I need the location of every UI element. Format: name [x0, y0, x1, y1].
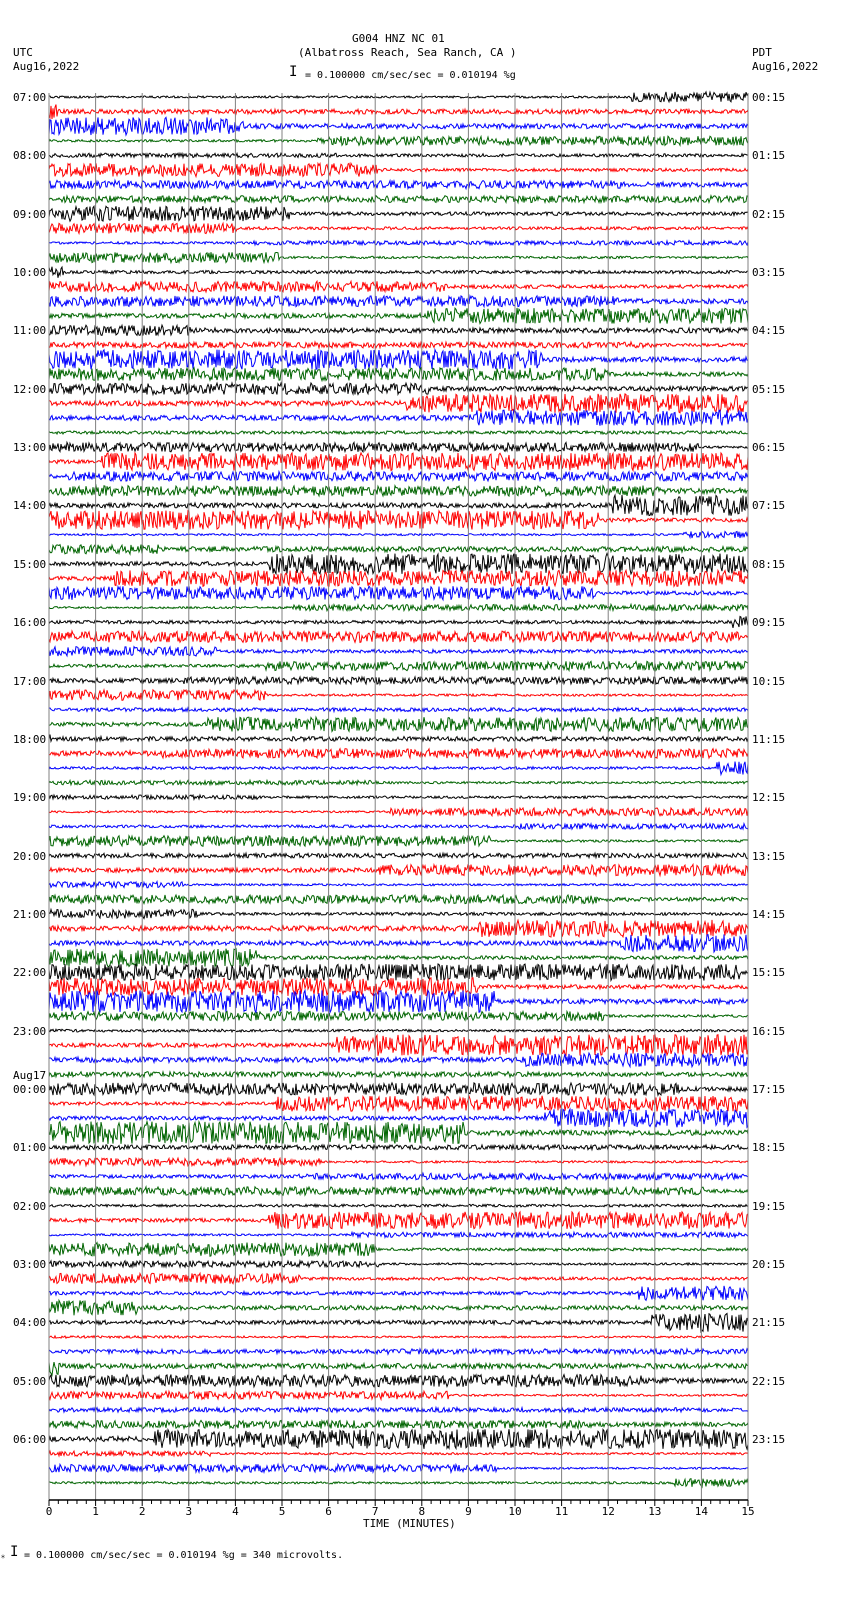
x-tick-label: 12 — [601, 1505, 615, 1518]
x-tick-label: 8 — [418, 1505, 426, 1518]
left-time-label: 11:00 — [13, 324, 47, 338]
seismic-trace — [49, 410, 748, 426]
seismic-trace — [49, 1011, 748, 1020]
right-time-label: 08:15 — [752, 557, 786, 571]
seismic-trace — [49, 586, 748, 600]
seismic-trace — [49, 949, 748, 967]
seismic-trace — [49, 531, 748, 538]
seismic-trace — [49, 708, 748, 712]
seismic-trace — [49, 735, 748, 742]
seismic-trace — [49, 1479, 748, 1487]
seismic-trace — [49, 511, 748, 530]
seismic-trace — [49, 895, 748, 904]
seismic-trace — [49, 661, 748, 670]
seismic-trace — [49, 241, 748, 245]
seismic-trace — [49, 342, 748, 348]
seismic-trace — [49, 1035, 748, 1056]
seismic-trace — [49, 252, 748, 263]
seismic-trace — [49, 1096, 748, 1112]
seismic-trace — [49, 431, 748, 434]
seismic-trace — [49, 1286, 748, 1301]
seismic-trace — [49, 163, 748, 176]
seismic-trace — [49, 1336, 748, 1339]
right-time-label: 20:15 — [752, 1258, 786, 1271]
left-time-label: 04:00 — [13, 1316, 47, 1330]
left-time-label: 07:00 — [13, 91, 47, 104]
seismic-trace — [49, 136, 748, 145]
seismic-trace — [49, 1072, 748, 1077]
right-time-label: 00:15 — [752, 91, 786, 104]
seismic-trace — [49, 92, 748, 102]
seismic-trace — [49, 368, 748, 381]
scale-bar-icon: I — [289, 64, 298, 80]
seismic-trace — [49, 1083, 748, 1095]
seismic-trace — [49, 180, 748, 188]
seismic-trace — [49, 472, 748, 481]
right-time-label: 15:15 — [752, 966, 786, 980]
seismic-trace — [49, 920, 748, 937]
x-axis-label: TIME (MINUTES) — [363, 1517, 456, 1530]
seismic-trace — [49, 267, 748, 278]
footer-scale-icon: I — [10, 1544, 19, 1560]
seismic-trace — [49, 545, 748, 554]
right-time-label: 12:15 — [752, 791, 786, 805]
seismic-trace — [49, 865, 748, 876]
seismic-trace — [49, 325, 748, 336]
seismic-trace — [49, 1109, 748, 1127]
seismic-trace — [49, 909, 748, 918]
left-time-label: 15:00 — [13, 557, 47, 571]
right-time-label: 01:15 — [752, 149, 786, 163]
left-time-label: 22:00 — [13, 966, 47, 980]
right-time-label: 21:15 — [752, 1316, 786, 1330]
left-date: Aug16,2022 — [13, 60, 80, 73]
left-timezone: UTC — [13, 46, 33, 59]
seismic-trace — [49, 350, 748, 370]
seismic-trace — [49, 934, 748, 952]
left-time-label: 13:00 — [13, 441, 47, 455]
seismic-trace — [49, 1349, 748, 1354]
seismic-trace — [49, 1158, 748, 1166]
seismic-trace — [49, 1122, 748, 1144]
left-time-label: 10:00 — [13, 266, 47, 280]
footer-scale-text: = 0.100000 cm/sec/sec = 0.010194 %g = 340 microvolts. — [24, 1550, 344, 1561]
x-tick-label: 0 — [45, 1505, 53, 1518]
right-time-label: 04:15 — [752, 324, 786, 338]
seismic-trace — [49, 1362, 748, 1375]
right-time-label: 17:15 — [752, 1082, 786, 1096]
x-tick-label: 1 — [92, 1505, 99, 1518]
seismic-trace — [49, 308, 748, 324]
right-time-label: 05:15 — [752, 382, 786, 396]
x-tick-label: 5 — [278, 1505, 286, 1518]
seismic-trace — [49, 1173, 748, 1180]
left-time-label: 05:00 — [13, 1374, 47, 1388]
x-tick-label: 3 — [185, 1505, 193, 1518]
seismic-trace — [49, 1420, 748, 1428]
date-change-label: Aug17 — [13, 1068, 47, 1082]
right-time-label: 19:15 — [752, 1199, 786, 1213]
seismic-trace — [49, 570, 748, 586]
x-tick-label: 2 — [138, 1505, 146, 1518]
seismic-trace — [49, 1145, 748, 1150]
seismic-trace — [49, 616, 748, 628]
seismic-trace — [49, 647, 748, 657]
seismic-trace — [49, 394, 748, 413]
left-time-label: 20:00 — [13, 849, 47, 863]
seismic-trace — [49, 554, 748, 575]
seismic-trace — [49, 990, 748, 1012]
footer-marker-icon: ⁎ — [1, 1551, 5, 1560]
seismic-trace — [49, 749, 748, 758]
seismic-trace — [49, 690, 748, 700]
seismic-trace — [49, 1187, 748, 1195]
right-date: Aug16,2022 — [752, 60, 819, 73]
x-tick-label: 15 — [741, 1505, 755, 1518]
seismic-trace — [49, 604, 748, 610]
seismic-trace — [49, 1451, 748, 1456]
left-time-label: 02:00 — [13, 1199, 47, 1213]
seismic-trace — [49, 105, 748, 119]
right-time-label: 02:15 — [752, 207, 786, 221]
seismic-trace — [49, 153, 748, 157]
scale-text: = 0.100000 cm/sec/sec = 0.010194 %g — [305, 70, 516, 81]
seismic-trace — [49, 795, 748, 799]
right-time-label: 13:15 — [752, 849, 786, 863]
left-time-label: 12:00 — [13, 382, 47, 396]
seismic-trace — [49, 978, 748, 996]
right-time-label: 22:15 — [752, 1374, 786, 1388]
seismic-trace — [49, 383, 748, 395]
seismic-trace — [49, 1232, 748, 1237]
right-time-label: 14:15 — [752, 907, 786, 921]
right-timezone: PDT — [752, 46, 772, 59]
seismic-trace — [49, 223, 748, 234]
seismic-trace — [49, 631, 748, 642]
seismic-trace — [49, 780, 748, 784]
seismic-trace — [49, 1429, 748, 1449]
left-time-label: 03:00 — [13, 1258, 47, 1271]
seismic-trace — [49, 677, 748, 684]
right-time-label: 09:15 — [752, 616, 786, 630]
x-tick-label: 11 — [555, 1505, 569, 1518]
left-time-label: 08:00 — [13, 149, 47, 163]
seismic-trace — [49, 1273, 748, 1284]
left-time-label: 00:00 — [13, 1082, 47, 1096]
right-time-label: 16:15 — [752, 1024, 786, 1038]
left-time-label: 17:00 — [13, 674, 47, 688]
left-time-label: 01:00 — [13, 1141, 47, 1155]
seismic-trace — [49, 486, 748, 497]
right-time-label: 03:15 — [752, 266, 786, 280]
x-tick-label: 9 — [465, 1505, 472, 1518]
left-time-label: 16:00 — [13, 616, 47, 630]
seismic-trace — [49, 1243, 748, 1257]
seismic-trace — [49, 442, 748, 451]
seismic-trace — [49, 882, 748, 888]
seismic-trace — [49, 1391, 748, 1399]
seismic-trace — [49, 495, 748, 516]
seismic-trace — [49, 717, 748, 731]
seismic-trace — [49, 117, 748, 135]
left-time-label: 06:00 — [13, 1433, 47, 1447]
left-time-label: 09:00 — [13, 207, 47, 221]
right-time-label: 07:15 — [752, 499, 786, 513]
x-tick-label: 14 — [694, 1505, 709, 1518]
left-time-label: 14:00 — [13, 499, 47, 513]
chart-title: G004 HNZ NC 01 — [352, 32, 445, 45]
seismic-trace — [49, 1053, 748, 1067]
left-time-label: 21:00 — [13, 907, 47, 921]
seismic-trace — [49, 1408, 748, 1413]
x-tick-label: 13 — [648, 1505, 662, 1518]
x-tick-label: 4 — [232, 1505, 239, 1518]
chart-subtitle: (Albatross Reach, Sea Ranch, CA ) — [298, 46, 517, 59]
seismic-trace — [49, 1204, 748, 1207]
seismic-trace — [49, 296, 748, 307]
seismic-trace — [49, 1300, 748, 1315]
x-tick-label: 10 — [508, 1505, 522, 1518]
seismic-trace — [49, 453, 748, 471]
seismic-trace — [49, 762, 748, 775]
right-time-label: 23:15 — [752, 1433, 786, 1447]
right-time-label: 11:15 — [752, 732, 786, 746]
seismic-trace — [49, 1261, 748, 1267]
seismic-trace — [49, 281, 748, 292]
seismic-trace — [49, 1029, 748, 1032]
seismic-trace — [49, 196, 748, 203]
left-time-label: 23:00 — [13, 1024, 47, 1038]
seismic-trace — [49, 206, 748, 221]
seismic-trace — [49, 1464, 748, 1472]
seismic-trace — [49, 824, 748, 830]
seismic-trace — [49, 1375, 748, 1387]
x-tick-label: 6 — [325, 1505, 332, 1518]
x-tick-label: 7 — [371, 1505, 379, 1518]
seismic-trace — [49, 836, 748, 847]
seismic-trace — [49, 1212, 748, 1229]
seismic-trace — [49, 853, 748, 859]
right-time-label: 06:15 — [752, 441, 786, 455]
seismic-trace — [49, 1314, 748, 1332]
seismic-trace — [49, 808, 748, 816]
left-time-label: 19:00 — [13, 791, 47, 805]
right-time-label: 10:15 — [752, 674, 786, 688]
right-time-label: 18:15 — [752, 1141, 786, 1155]
seismic-trace — [49, 964, 748, 981]
left-time-label: 18:00 — [13, 732, 47, 746]
